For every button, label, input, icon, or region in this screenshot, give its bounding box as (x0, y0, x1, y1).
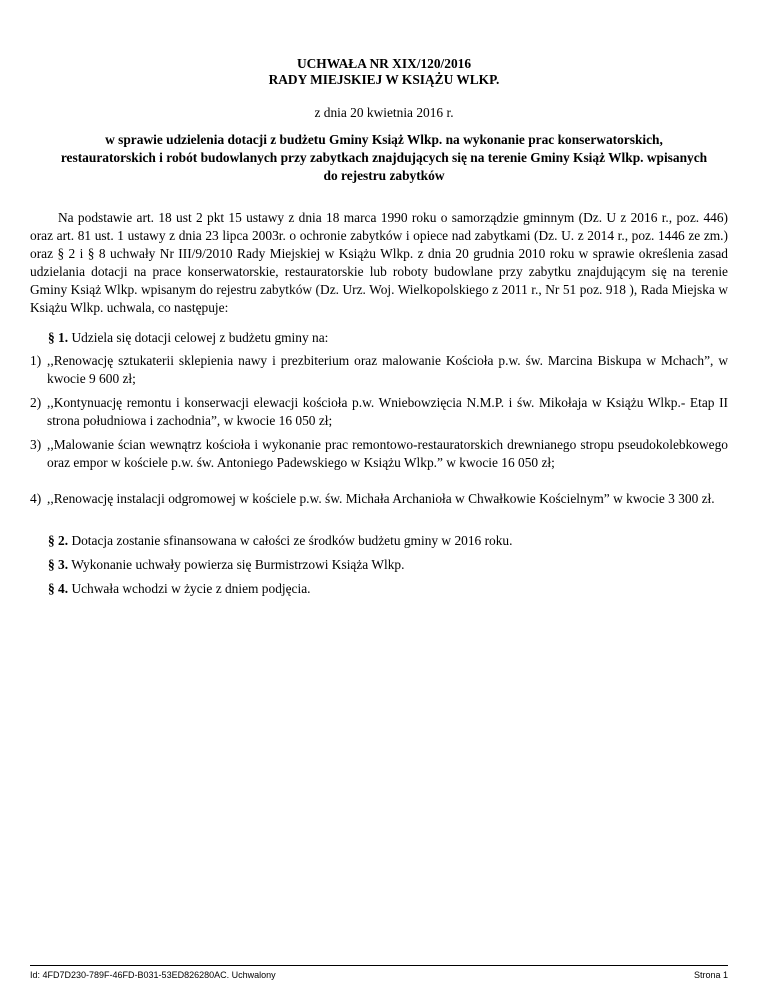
list-item-text: ,,Renowację instalacji odgromowej w kościele p.w. św. Michała Archanioła w Chwałkowie Kościelnym” w kwocie 3 300 zł. (47, 491, 715, 506)
list-item (30, 490, 728, 508)
list-item-text: ,,Kontynuację remontu i konserwacji elewacji kościoła p.w. Wniebowzięcia N.M.P. i św. Mikołaja w Książu Wlkp.- Etap II strona południowa i zachodnia”, w kwocie 16 050 zł; (47, 395, 728, 428)
section-2-text: Dotacja zostanie sfinansowana w całości ze środków budżetu gminy w 2016 roku. (68, 533, 513, 548)
section-4 (48, 580, 728, 598)
section-1-label: § 1. (48, 330, 69, 345)
resolution-subject: w sprawie udzielenia dotacji z budżetu Gminy Książ Wlkp. na wykonanie prac konserwatorskich, restauratorskich i robót budowlanych przy zabytkach znajdujących się na terenie Gminy Książ Wlkp. wpisanych do rejestru zabytków (60, 132, 708, 183)
list-item-number: 4) (30, 491, 42, 506)
list-item-text: ,,Malowanie ścian wewnątrz kościoła i wykonanie prac remontowo-restauratorskich drewnianego stropu pseudokolebkowego oraz empor w kościele p.w. św. Antoniego Padewskiego w Książu Wlkp.” w kwocie 16 050 zł; (47, 437, 728, 470)
section-1 (48, 329, 728, 347)
list-item (30, 394, 728, 430)
page-number: Strona 1 (693, 970, 728, 980)
section-3 (48, 556, 728, 574)
council-name: RADY MIEJSKIEJ W KSIĄŻU WLKP. (268, 72, 500, 87)
section-4-label: § 4. (48, 581, 69, 596)
footer-divider (30, 965, 728, 966)
list-item (30, 352, 728, 388)
list-item-number: 2) (30, 395, 42, 410)
section-3-label: § 3. (48, 557, 69, 572)
section-2 (48, 532, 728, 550)
list-item-number: 1) (30, 353, 42, 368)
resolution-number: UCHWAŁA NR XIX/120/2016 (296, 56, 472, 71)
list-item-text: ,,Renowację sztukaterii sklepienia nawy i prezbiterium oraz malowanie Kościoła p.w. św. Marcina Biskupa w Mchach”, w kwocie 9 600 zł; (47, 353, 728, 386)
document-id: Id: 4FD7D230-789F-46FD-B031-53ED826280AC. Uchwalony (30, 970, 276, 980)
list-item (30, 436, 728, 472)
list-item-number: 3) (30, 437, 42, 452)
section-2-label: § 2. (48, 533, 69, 548)
section-3-text: Wykonanie uchwały powierza się Burmistrzowi Książa Wlkp. (68, 557, 405, 572)
section-4-text: Uchwała wchodzi w życie z dniem podjęcia. (68, 581, 311, 596)
preamble: Na podstawie art. 18 ust 2 pkt 15 ustawy z dnia 18 marca 1990 roku o samorządzie gminnym (Dz. U z 2016 r., poz. 446) oraz art. 81 ust. 1 ustawy z dnia 23 lipca 2003r. o ochronie zabytków i opiece nad zabytkami (Dz. U. z 2014 r., poz. 1446 ze zm.) oraz § 2 i § 8 uchwały Nr III/9/2010 Rady Miejskiej w Książu Wlkp. z dnia 20 grudnia 2010 roku w sprawie określenia zasad udzielania dotacji na prace konserwatorskie, restauratorskie lub roboty budowlane przy zabytku znajdującym się na terenie Gminy Książ Wlkp. wpisanym do rejestru zabytków (Dz. Urz. Woj. Wielkopolskiego z 2011 r., Nr 51 poz. 918 ), Rada Miejska w Książu Wlkp. uchwala, co następuje: (30, 210, 728, 315)
section-1-text: Udziela się dotacji celowej z budżetu gminy na: (68, 330, 329, 345)
resolution-date: z dnia 20 kwietnia 2016 r. (314, 105, 454, 120)
